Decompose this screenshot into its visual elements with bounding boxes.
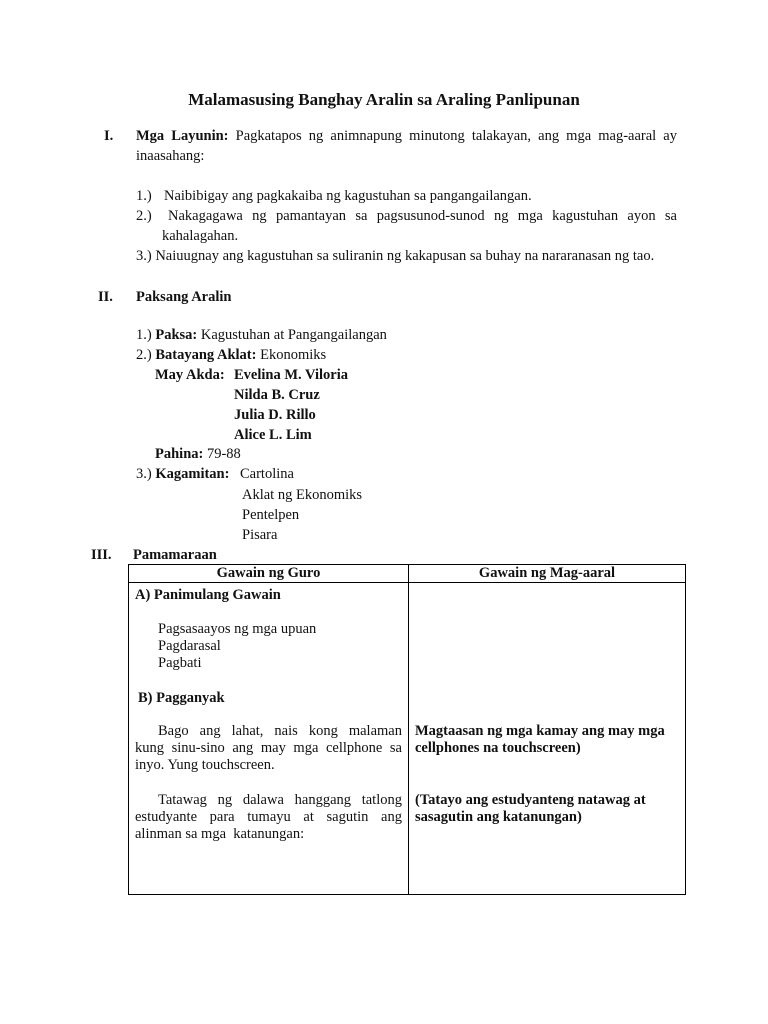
section-3-numeral: III. [91, 547, 112, 563]
paksa-line [136, 325, 387, 345]
list-item: Pagsasaayos ng mga upuan [158, 621, 317, 637]
section-1-intro [136, 126, 677, 146]
pagganyak-heading: B) Pagganyak [138, 690, 225, 706]
header-gawain-guro: Gawain ng Guro [129, 565, 409, 583]
section-2-heading: Paksang Aralin [136, 289, 232, 305]
objective-1-text: Naibibigay ang pagkakaiba ng kagustuhan sa pangangailangan. [164, 188, 532, 204]
material-4: Pisara [242, 527, 278, 543]
kagamitan-line [136, 464, 229, 484]
objective-2-line2: kahalagahan. [162, 228, 239, 244]
material-3: Pentelpen [242, 507, 300, 523]
material-1: Cartolina [240, 466, 294, 482]
aklat-value: Ekonomiks [260, 347, 327, 363]
student-column-cell [409, 583, 686, 895]
section-3-heading: Pamamaraan [133, 547, 217, 563]
section-1-heading: Mga Layunin: [136, 128, 229, 144]
objective-2-line1: Nakagagawa ng pamantayan sa pagsusunod-sunod ng mga kagustuhan ayon sa [168, 208, 677, 224]
material-2: Aklat ng Ekonomiks [242, 487, 363, 503]
pahina-line [155, 444, 241, 464]
author-4: Alice L. Lim [234, 427, 312, 443]
aklat-number: 2.) [136, 347, 152, 363]
document-title: Malamasusing Banghay Aralin sa Araling Panlipunan [188, 90, 580, 109]
panimulang-gawain-heading: A) Panimulang Gawain [135, 587, 281, 603]
paksa-label: Paksa: [155, 327, 198, 343]
pagganyak-para2-line2: estudyante para tumayu at sagutin ang [135, 809, 402, 825]
author-3: Julia D. Rillo [234, 407, 316, 423]
akda-label: May Akda: [155, 367, 225, 383]
objective-1-number: 1.) [136, 188, 152, 204]
objective-2-number: 2.) [136, 208, 152, 224]
student-response-2-line1: (Tatayo ang estudyanteng natawag at [415, 792, 646, 808]
teacher-column-cell [129, 583, 409, 895]
pagganyak-para2-line1: Tatawag ng dalawa hanggang tatlong [158, 792, 402, 808]
pagganyak-para1-line3: inyo. Yung touchscreen. [135, 757, 275, 773]
procedure-table [128, 564, 686, 895]
list-item: Pagdarasal [158, 638, 221, 654]
author-1: Evelina M. Viloria [234, 367, 348, 383]
pagganyak-para1-line2: kung sinu-sino ang may mga cellphone sa [135, 740, 402, 756]
table-row [129, 583, 686, 895]
section-1-intro-text: Pagkatapos ng animnapung minutong talakayan, ang mga mag-aaral ay [235, 128, 677, 144]
section-1-numeral: I. [104, 128, 114, 144]
pagganyak-para2-line3: alinman sa mga katanungan: [135, 826, 305, 842]
kagamitan-label: Kagamitan: [155, 466, 230, 482]
objective-3-text: 3.) Naiuugnay ang kagustuhan sa suliranin ng kakapusan sa buhay na nararanasan ng tao. [136, 248, 655, 264]
student-response-1-line1: Magtaasan ng mga kamay ang may mga [415, 723, 665, 739]
list-item: Pagbati [158, 655, 202, 671]
section-2-numeral: II. [98, 289, 113, 305]
pahina-label: Pahina: [155, 446, 204, 462]
table-header-row [129, 565, 686, 583]
header-gawain-magaaral: Gawain ng Mag-aaral [409, 565, 686, 583]
student-response-2-line2: sasagutin ang katanungan) [415, 809, 582, 825]
student-response-1-line2: cellphones na touchscreen) [415, 740, 581, 756]
author-2: Nilda B. Cruz [234, 387, 320, 403]
paksa-value: Kagustuhan at Pangangailangan [200, 327, 387, 343]
pahina-value: 79-88 [206, 446, 241, 462]
pagganyak-para1-line1: Bago ang lahat, nais kong malaman [158, 723, 402, 739]
aklat-line [136, 345, 326, 365]
kagamitan-number: 3.) [136, 466, 152, 482]
section-1-intro-line2: inaasahang: [136, 148, 205, 164]
aklat-label: Batayang Aklat: [155, 347, 257, 363]
paksa-number: 1.) [136, 327, 152, 343]
